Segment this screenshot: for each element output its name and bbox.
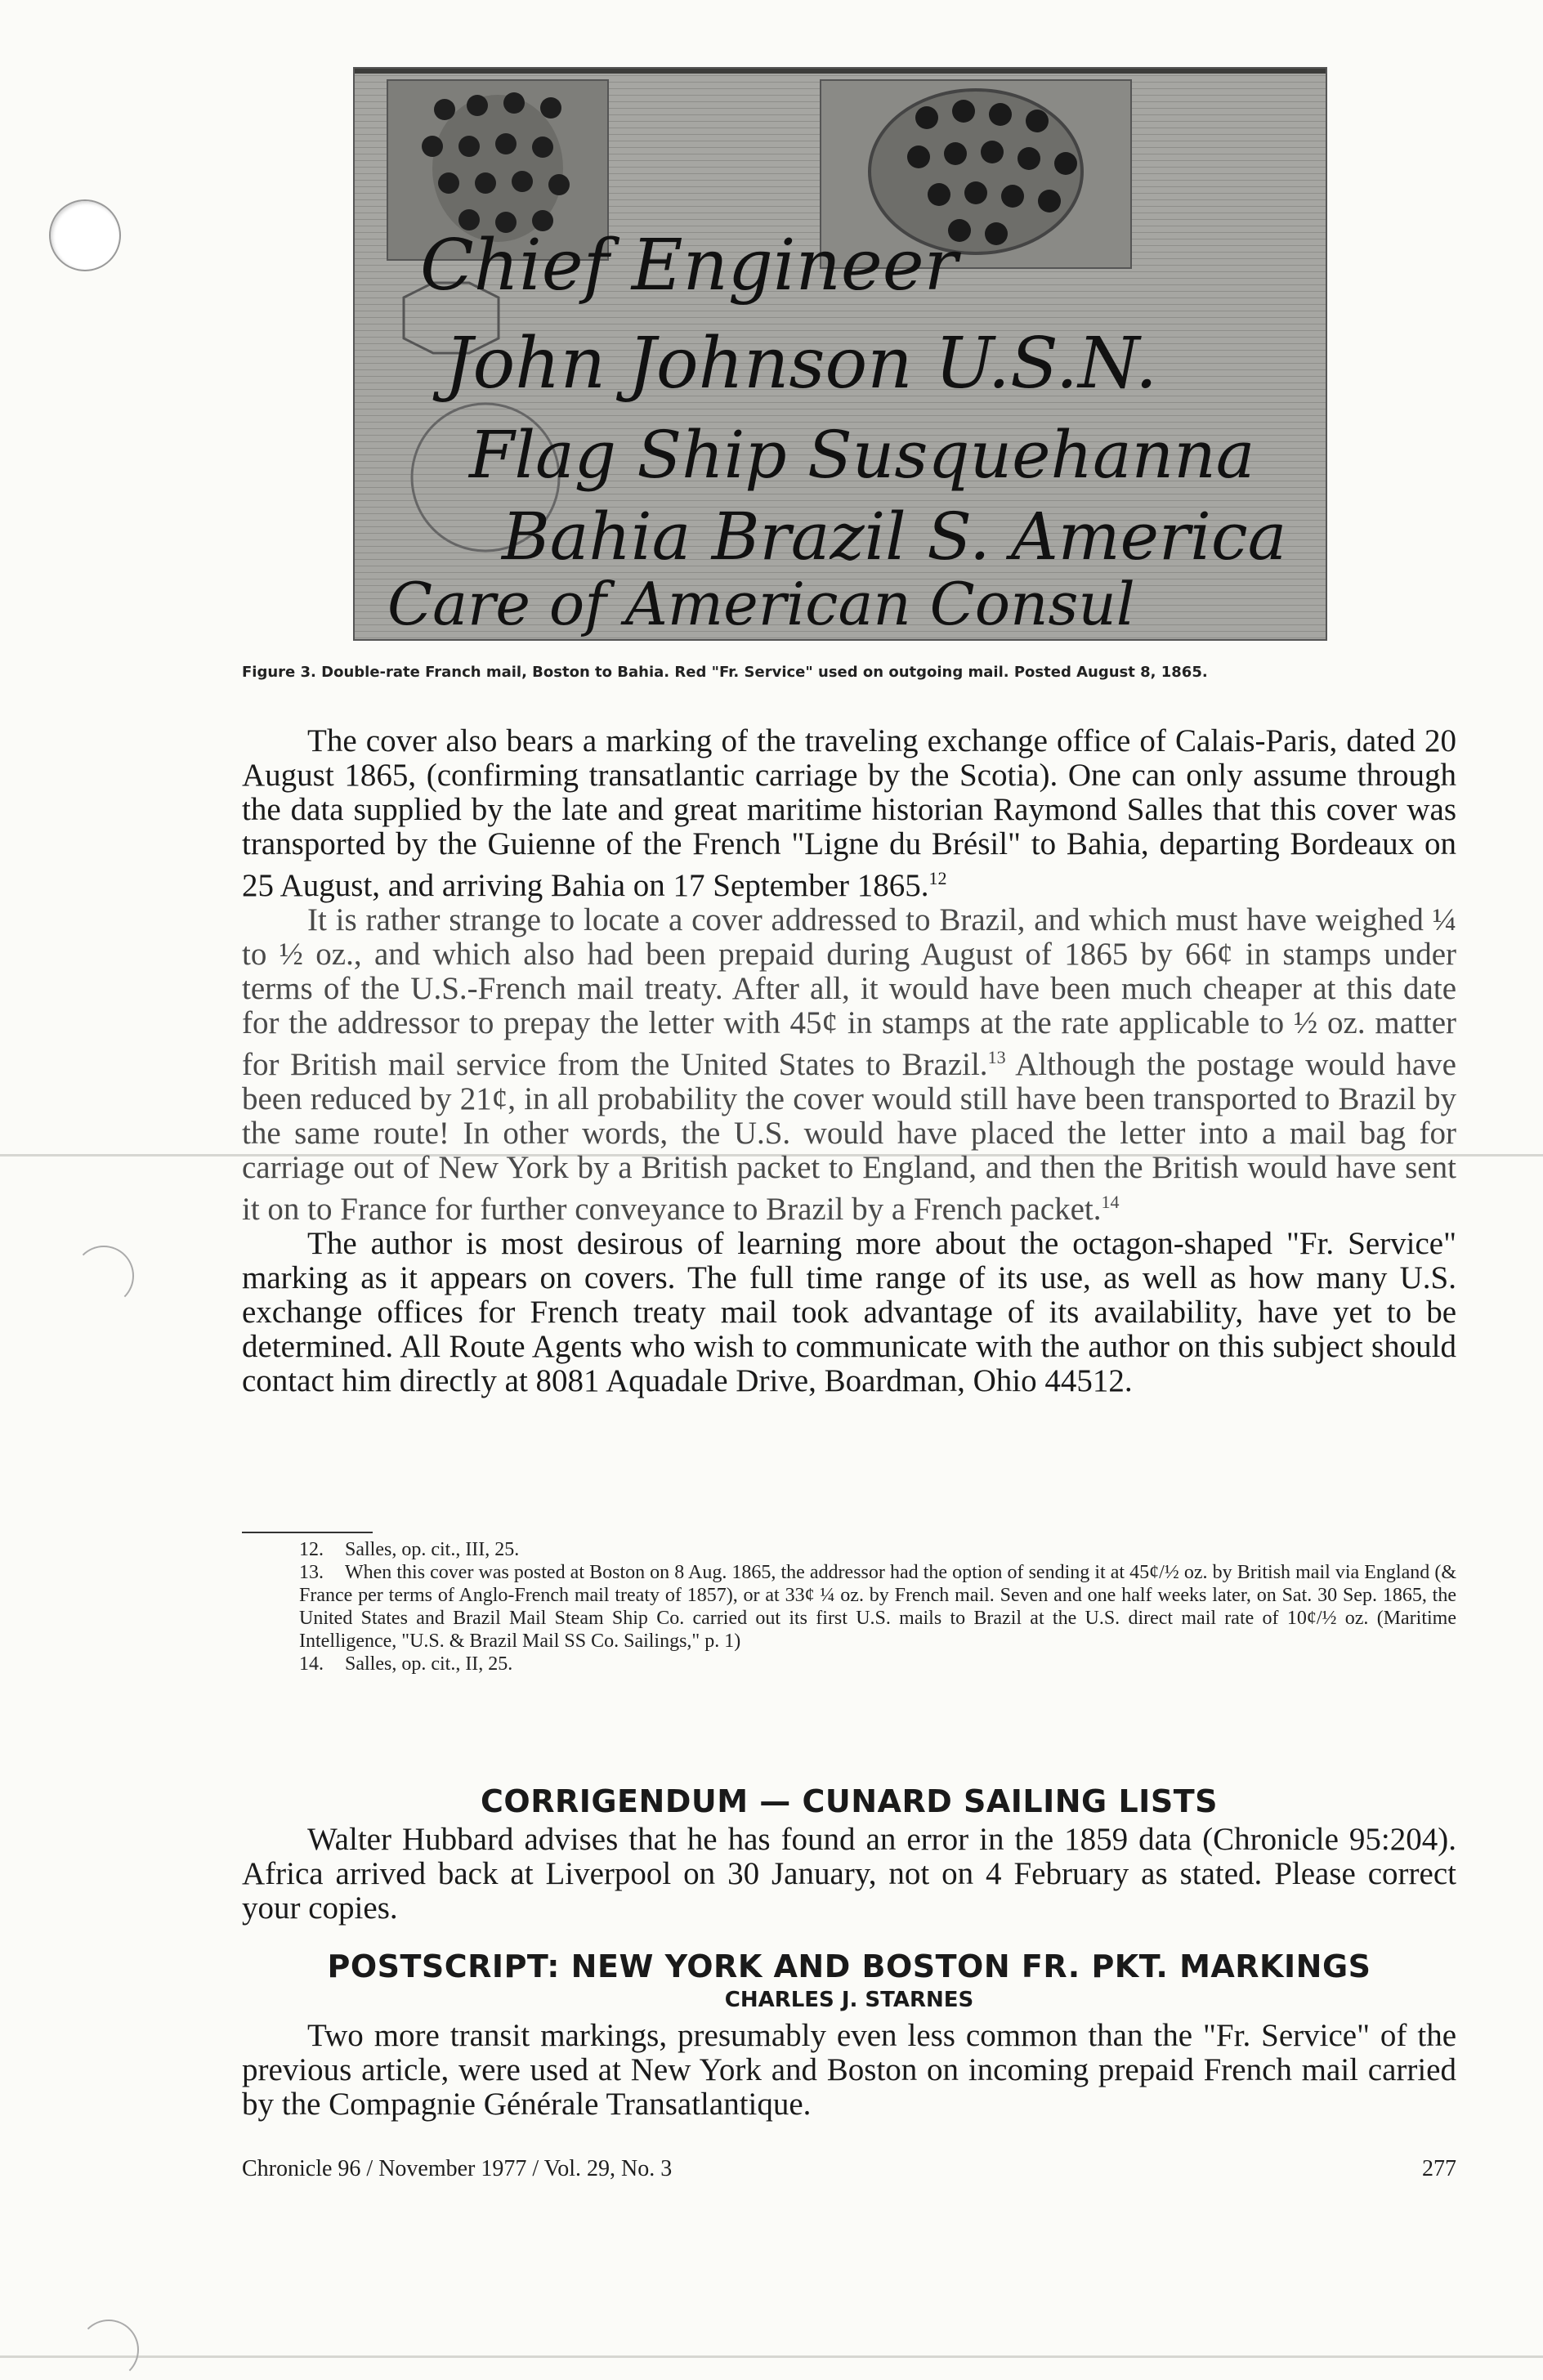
punch-hole-partial xyxy=(74,1246,134,1306)
postscript-author: CHARLES J. STARNES xyxy=(724,1988,974,2012)
footnote-number: 12. xyxy=(299,1539,324,1560)
cover-photo xyxy=(353,67,1327,641)
cover-illustration xyxy=(355,69,1326,639)
handwriting-line-5: Care of American Consul xyxy=(387,570,1135,638)
footnote-14 xyxy=(242,1653,1456,1675)
footnote-ref-13: 13 xyxy=(987,1047,1006,1067)
article-body xyxy=(242,724,1456,1398)
footnote-number: 13. xyxy=(299,1562,324,1583)
handwriting-line-3: Flag Ship Susquehanna xyxy=(469,417,1255,493)
footnote-number: 14. xyxy=(299,1653,324,1675)
footnote-rule xyxy=(242,1532,373,1533)
punch-hole xyxy=(49,199,121,271)
postscript-body xyxy=(242,2019,1456,2122)
paragraph-2-text: It is rather strange to locate a cover addressed to Brazil, and which must have weighed ¼ to ½ oz., and which also had been prepaid during August of 1865 by 66¢ in stamps under terms of the U.S.-French mail treaty. After all, it would have been much cheaper at this date for the addressor to prepay the letter with 45¢ in stamps at the rate applicable to ½ oz. matter for British mail service from the United States to Brazil. xyxy=(242,902,1456,1082)
corrigendum-heading: CORRIGENDUM — CUNARD SAILING LISTS xyxy=(481,1783,1218,1819)
footnote-ref-14: 14 xyxy=(1101,1192,1120,1212)
paragraph-2b-text: Although the postage would have been reduced by 21¢, in all probability the cover would still have been transported to Brazil by the same route! In other words, the U.S. would have placed the letter into a mail bag for carriage out of New York by a British packet to England, and then the British would have sent it on to France for further conveyance to Brazil by a French packet. xyxy=(242,1047,1456,1227)
paragraph-1 xyxy=(242,724,1456,903)
journal-citation: Chronicle 96 / November 1977 / Vol. 29, No. 3 xyxy=(242,2156,673,2181)
handwriting-line-4: Bahia Brazil S. America xyxy=(502,499,1287,575)
footnote-text: When this cover was posted at Boston on 8 Aug. 1865, the addressor had the option of sending it at 45¢/½ oz. by British mail via England (& France per terms of Anglo-French mail treaty of 1857), or at 33¢ ¼ oz. by French mail. Seven and one half weeks later, on Sat. 30 Sep. 1865, the United States and Brazil Mail Steam Ship Co. carried out its first U.S. mails to Brazil at the U.S. direct mail rate of 10¢/½ oz. (Maritime Intelligence, "U.S. & Brazil Mail SS Co. Sailings," p. 1) xyxy=(299,1562,1456,1652)
paragraph-1-text: The cover also bears a marking of the traveling exchange office of Calais-Paris, dated 20 August 1865, (confirming transatlantic carriage by the Scotia). One can only assume through the data supplied by the late and great maritime historian Raymond Salles that this cover was transported by the Guienne of the French "Ligne du Brésil" to Bahia, departing Bordeaux on 25 August, and arriving Bahia on 17 September 1865. xyxy=(242,723,1456,903)
footnote-text: Salles, op. cit., III, 25. xyxy=(345,1539,520,1560)
footnote-12 xyxy=(242,1538,1456,1561)
paper-fold-bottom xyxy=(0,2355,1543,2358)
footnote-13 xyxy=(242,1561,1456,1653)
handwriting-line-2: John Johnson U.S.N. xyxy=(445,323,1158,405)
footnote-ref-12: 12 xyxy=(928,868,947,888)
corrigendum-text: Walter Hubbard advises that he has found an error in the 1859 data (Chronicle 95:204). Africa arrived back at Liverpool on 30 January, not on 4 February as stated. Please correct your copies. xyxy=(242,1822,1456,1926)
handwriting-line-1: Chief Engineer xyxy=(420,225,958,306)
punch-hole-partial xyxy=(78,2320,139,2380)
paragraph-3: The author is most desirous of learning more about the octagon-shaped "Fr. Service" marking as it appears on covers. The full time range of its use, as well as how many U.S. exchange offices for French treaty mail took advantage of its availability, have yet to be determined. All Route Agents who wish to communicate with the author on this subject should contact him directly at 8081 Aquadale Drive, Boardman, Ohio 44512. xyxy=(242,1226,1456,1398)
page-number: 277 xyxy=(1422,2156,1456,2181)
footnote-text: Salles, op. cit., II, 25. xyxy=(345,1653,513,1675)
corrigendum-body xyxy=(242,1823,1456,1926)
figure-caption: Figure 3. Double-rate Franch mail, Boston to Bahia. Red "Fr. Service" used on outgoing mail. Posted August 8, 1865. xyxy=(242,664,1208,681)
footnotes xyxy=(242,1538,1456,1675)
postscript-text: Two more transit markings, presumably even less common than the "Fr. Service" of the previous article, were used at New York and Boston on incoming prepaid French mail carried by the Compagnie Générale Transatlantique. xyxy=(242,2018,1456,2122)
postscript-heading: POSTSCRIPT: NEW YORK AND BOSTON FR. PKT. MARKINGS xyxy=(327,1948,1371,1984)
paragraph-2 xyxy=(242,903,1456,1227)
